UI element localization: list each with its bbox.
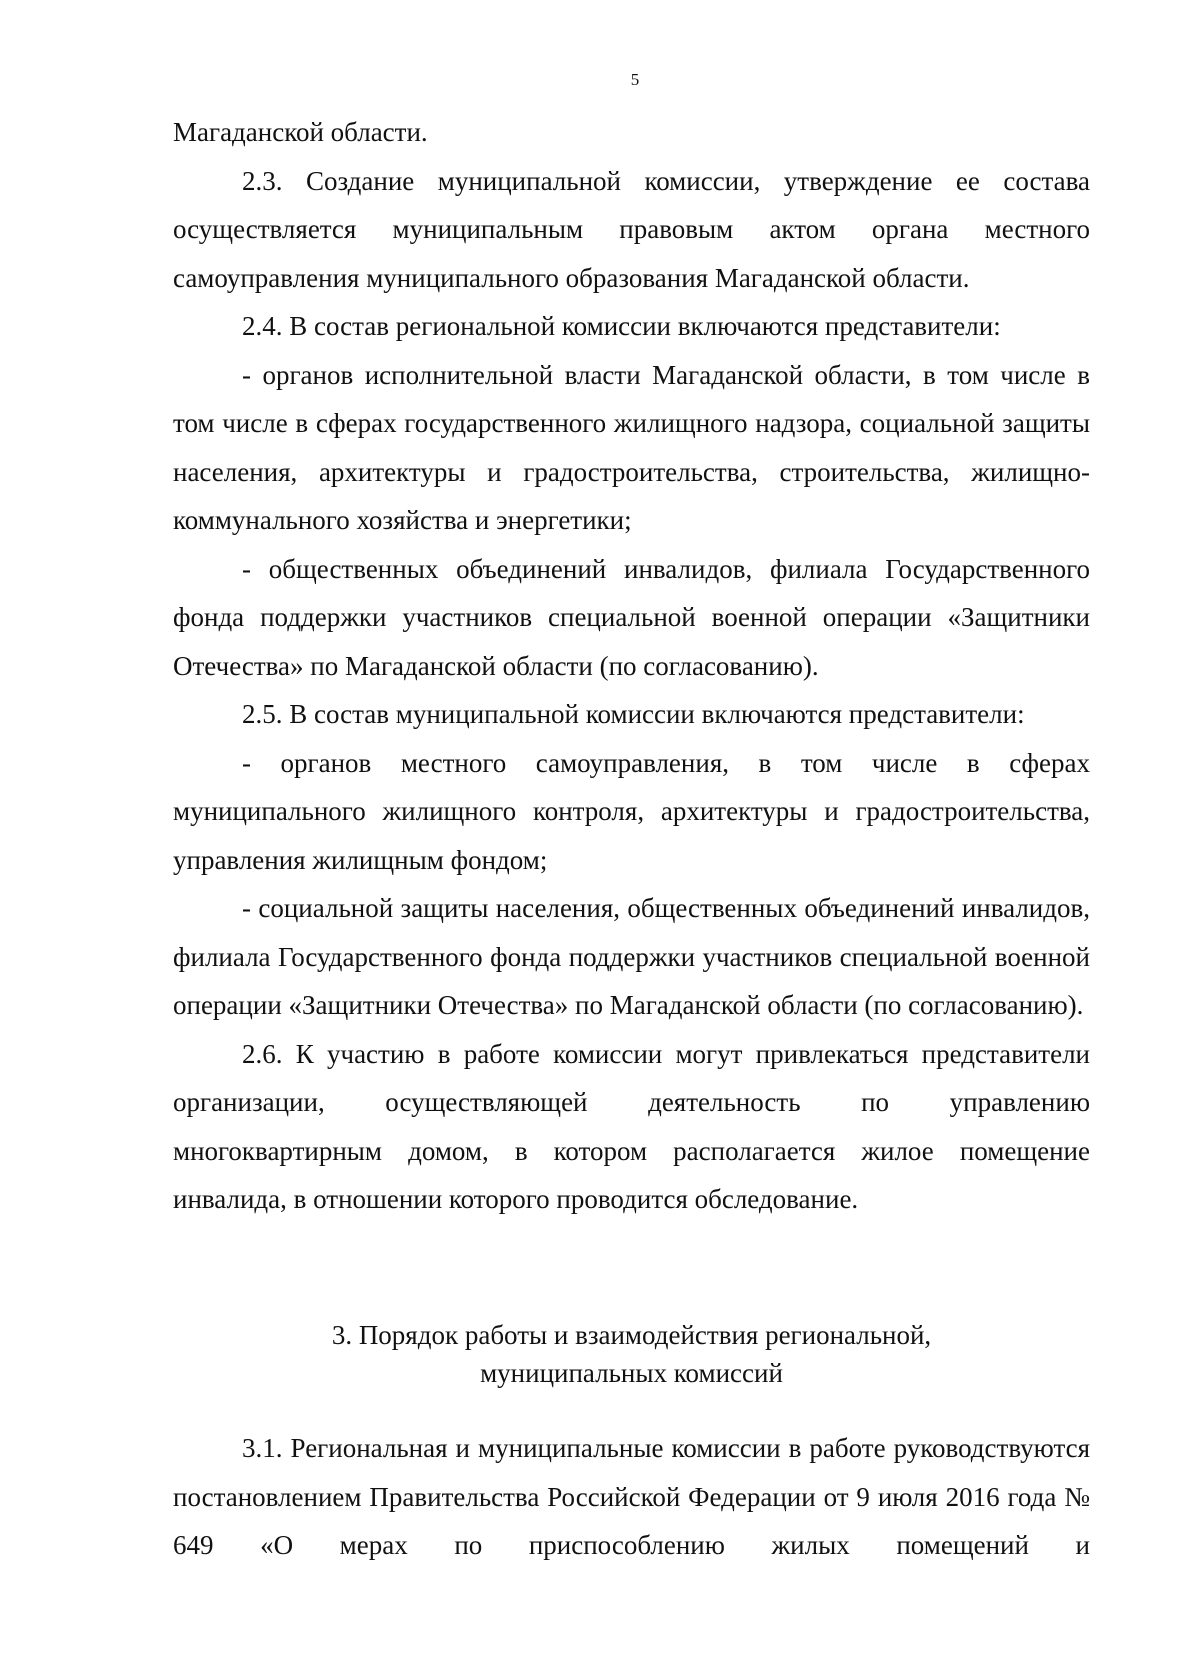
list-item-local-government: - органов местного самоуправления, в том числе в сферах муниципального жилищного контроля, архитектуры и градостроительства, управления жилищным фондом;: [173, 747, 1090, 875]
paragraph-continuation: Магаданской области.: [173, 117, 428, 147]
paragraph-2-6: 2.6. К участию в работе комиссии могут привлекаться представители организации, осуществляющей деятельность по управлению многоквартирным домом, в котором располагается жилое помещение инвалида, в отношении которого проводится обследование.: [173, 1038, 1090, 1214]
list-item-executive-bodies: - органов исполнительной власти Магаданской области, в том числе в том числе в сферах государственного жилищного надзора, социальной защиты населения, архитектуры и градостроительства, строительства, жилищно-коммунального хозяйства и энергетики;: [173, 359, 1090, 535]
paragraph-2-5: 2.5. В состав муниципальной комиссии включаются представители:: [242, 699, 1025, 729]
page-number: 5: [630, 70, 640, 89]
paragraph-2-3: 2.3. Создание муниципальной комиссии, утверждение ее состава осуществляется муниципальным правовым актом органа местного самоуправления муниципального образования Магаданской области.: [173, 165, 1090, 293]
paragraph-3-1: 3.1. Региональная и муниципальные комиссии в работе руководствуются постановлением Правительства Российской Федерации от 9 июля 2016 года № 649 «О мерах по приспособлению жилых помещений и: [173, 1433, 1090, 1560]
paragraph-2-4: 2.4. В состав региональной комиссии включаются представители:: [242, 311, 1001, 341]
list-item-public-associations: - общественных объединений инвалидов, филиала Государственного фонда поддержки участников специальной военной операции «Защитники Отечества» по Магаданской области (по согласованию).: [173, 553, 1090, 681]
list-item-social-protection: - социальной защиты населения, общественных объединений инвалидов, филиала Государственного фонда поддержки участников специальной военной операции «Защитники Отечества» по Магаданской области (по согласованию).: [173, 893, 1090, 1020]
section-heading-line-2: муниципальных комиссий: [480, 1358, 783, 1388]
section-3-body: [173, 1424, 1090, 1570]
section-heading-line-1: 3. Порядок работы и взаимодействия региональной,: [331, 1320, 932, 1350]
document-body: [173, 108, 1090, 1224]
section-3-heading: [173, 1316, 1090, 1392]
